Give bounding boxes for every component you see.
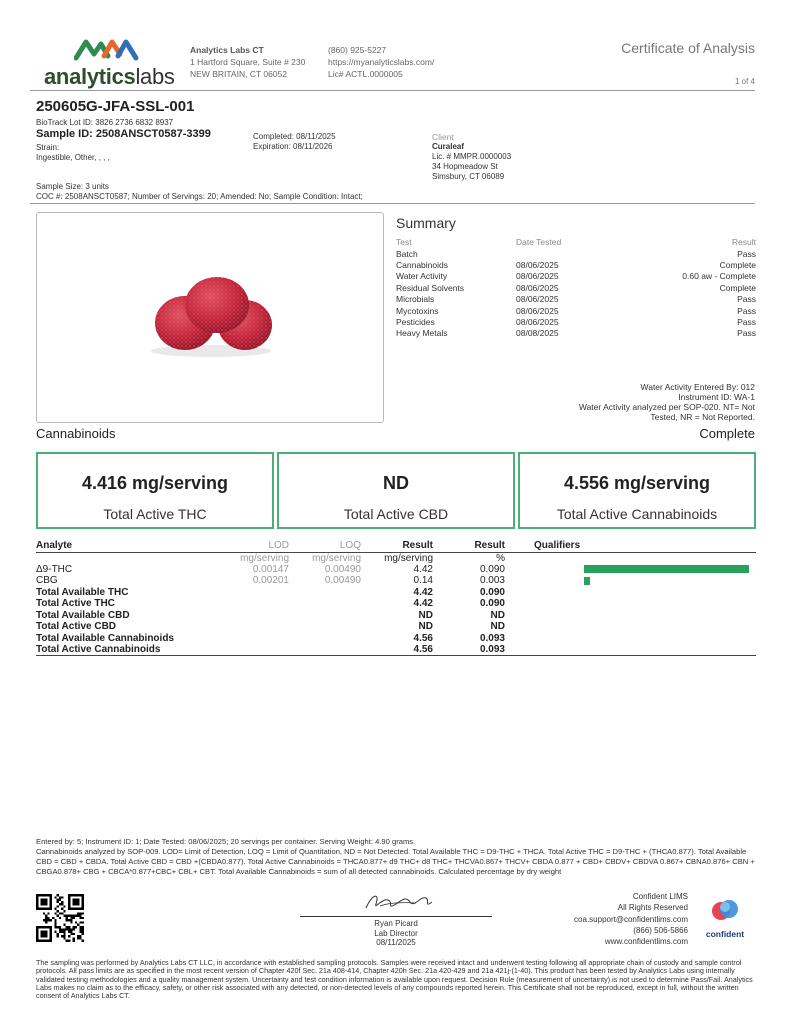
completed-date: Completed: 08/11/2025 <box>253 132 336 141</box>
analyte-row <box>36 610 756 622</box>
qr-code-icon[interactable] <box>36 894 84 942</box>
logo-word-2: labs <box>135 64 175 89</box>
analyte-result: 4.42 <box>413 598 433 610</box>
client-block <box>432 132 511 182</box>
total-active-thc-card <box>36 452 274 529</box>
analyte-pct: 0.090 <box>479 563 505 575</box>
cannabinoids-title: Cannabinoids <box>36 426 116 441</box>
header-analyte: Analyte <box>36 539 221 552</box>
summary-date: 08/06/2025 <box>516 305 559 316</box>
lab-address <box>190 44 305 80</box>
header-lod: LOD <box>221 539 289 552</box>
analyte-pct: ND <box>490 621 505 633</box>
summary-header-result: Result <box>731 236 756 247</box>
analyte-spacer <box>505 610 534 622</box>
analyte-pct: 0.093 <box>479 632 505 644</box>
analyte-result: 4.56 <box>413 632 433 644</box>
lims-info <box>560 891 688 947</box>
lims-website-link[interactable]: www.confidentlims.com <box>604 937 688 947</box>
lab-license: Lic# ACTL.0000005 <box>328 69 403 79</box>
confident-logo-icon <box>710 898 740 922</box>
summary-row <box>396 259 756 270</box>
card-label: Total Active THC <box>103 506 207 522</box>
analyte-row <box>36 644 756 656</box>
analyte-loq: 0.00490 <box>324 575 361 587</box>
analyte-spacer <box>505 633 534 645</box>
analyte-name: Total Active THC <box>36 598 115 610</box>
analyte-result: ND <box>418 621 433 633</box>
sample-type: Ingestible, Other, , , , <box>36 153 110 162</box>
summary-result: Pass <box>737 248 756 259</box>
summary-result: Pass <box>737 317 756 328</box>
analyte-spacer <box>505 564 534 576</box>
analyte-row <box>36 633 756 645</box>
summary-result: Pass <box>737 294 756 305</box>
disclaimer: The sampling was performed by Analytics Labs CT LLC, in accordance with established sampling protocols. Samples were received intact and underwent testing following all appropriate chain of custody and sample control protocols. All pass limits are as specified in the most recent version of Chapter 420f Sec. 21a 408-414, Chapter 420h Sec. 21a 420-429 and 21a 421j-(1-40). This product has been tested by Analytics Labs using internally validated testing methodologies and a quality management system. Uncertainty and test condition information is available upon request. Decision Rule (measurement of uncertainty) is not used to determine Pass/Fail. Analytics Labs makes no claim as to the efficacy, safety, or other risk associated with any detected, or non-detected levels of any compounds reported herein. This Certificate shall not be reproduced, except in full, without the written consent of Analytics Labs CT. <box>36 958 753 1001</box>
header-loq: LOQ <box>289 539 361 552</box>
card-value: 4.556 mg/serving <box>563 473 711 493</box>
header-divider <box>30 90 755 91</box>
client-city: Simsbury, CT 06089 <box>432 172 505 181</box>
strain-label: Strain: <box>36 143 60 152</box>
analyte-lod: 0.00147 <box>252 563 289 575</box>
units-pct: % <box>496 552 505 564</box>
summary-test: Cannabinoids <box>396 260 448 271</box>
analyte-name: Total Active CBD <box>36 621 117 633</box>
qualifier-bar <box>584 577 590 585</box>
summary-row <box>396 316 756 327</box>
summary-row <box>396 248 756 259</box>
page-number: 1 of 4 <box>734 77 755 86</box>
lab-address-line2: NEW BRITAIN, CT 06052 <box>190 69 287 79</box>
summary-row <box>396 294 756 305</box>
analyte-row <box>36 598 756 610</box>
analyte-loq <box>289 587 361 599</box>
lab-website-link[interactable]: https://myanalyticslabs.com/ <box>328 57 435 67</box>
analyte-row <box>36 621 756 633</box>
analyte-qualifier <box>534 610 756 622</box>
analyte-pct: 0.090 <box>479 598 505 610</box>
summary-date: 08/06/2025 <box>516 294 559 305</box>
analyte-pct: 0.093 <box>433 644 505 656</box>
header-spacer <box>505 539 534 552</box>
summary-row <box>396 271 756 282</box>
summary-date: 08/08/2025 <box>516 328 559 339</box>
lims-rights: All Rights Reserved <box>617 903 688 913</box>
signature-icon <box>336 890 456 914</box>
lims-name: Confident LIMS <box>632 892 688 901</box>
analyte-lod <box>221 621 289 633</box>
dates-block <box>253 132 336 152</box>
analyte-loq <box>289 633 361 645</box>
analyte-qualifier <box>534 621 756 633</box>
analyte-lod <box>221 598 289 610</box>
summary-test: Residual Solvents <box>396 282 465 293</box>
summary-result: 0.60 aw - Complete <box>682 271 756 282</box>
batch-id: 250605G-JFA-SSL-001 <box>36 98 195 115</box>
summary-test: Microbials <box>396 294 435 305</box>
lab-contact <box>328 44 434 80</box>
analyte-spacer <box>505 575 534 587</box>
analyte-name: Total Active Cannabinoids <box>36 644 221 656</box>
units-analyte <box>36 552 221 564</box>
summary-test: Batch <box>396 248 418 259</box>
notes-line1: Entered by: 5; Instrument ID: 1; Date Tested: 08/06/2025; 20 servings per container. Serving Weight: 4.90 grams. <box>36 837 416 846</box>
summary-title: Summary <box>396 215 456 231</box>
analyte-qualifier <box>534 644 756 656</box>
analyte-name: Total Available THC <box>36 586 129 598</box>
gummy-image <box>37 213 384 423</box>
company-logo <box>36 36 186 92</box>
analyte-loq: 0.00490 <box>324 563 361 575</box>
summary-test: Water Activity <box>396 271 448 282</box>
card-value: ND <box>383 473 409 493</box>
summary-result: Pass <box>737 305 756 316</box>
analyte-pct: 0.090 <box>479 586 505 598</box>
coc-info: COC #: 2508ANSCT0587; Number of Servings: 20; Amended: No; Sample Condition: Intact; <box>36 192 363 201</box>
cannabinoid-results-table <box>36 539 756 656</box>
analyte-qualifier <box>534 598 756 610</box>
analyte-qualifier <box>534 633 756 645</box>
analyte-result: 4.42 <box>413 563 433 575</box>
summary-result: Complete <box>719 282 756 293</box>
analyte-loq <box>289 621 361 633</box>
units-qualifiers <box>534 552 756 564</box>
summary-row <box>396 328 756 339</box>
summary-test: Pesticides <box>396 317 435 328</box>
signature-block <box>300 890 492 948</box>
wa-legend: Tested, NR = Not Reported. <box>650 412 755 422</box>
summary-result: Complete <box>719 260 756 271</box>
analyte-row <box>36 575 756 587</box>
analyte-loq <box>289 598 361 610</box>
lab-phone: (860) 925-5227 <box>328 45 387 55</box>
sample-id: Sample ID: 2508ANSCT0587-3399 <box>36 128 211 140</box>
analyte-result: 4.42 <box>413 586 433 598</box>
analyte-spacer <box>505 598 534 610</box>
signature-line <box>300 916 492 917</box>
analyte-lod <box>221 644 289 656</box>
total-active-cannabinoids-card <box>518 452 756 529</box>
lims-phone: (866) 506-5866 <box>633 925 688 935</box>
analyte-result: ND <box>418 609 433 621</box>
analyte-row <box>36 564 756 576</box>
logo-mark-icon <box>74 36 140 62</box>
summary-header-test: Test <box>396 236 412 247</box>
summary-date <box>516 248 626 259</box>
analyte-result: 4.56 <box>361 644 433 656</box>
logo-word-1: analytics <box>44 64 136 89</box>
summary-date: 08/06/2025 <box>516 260 559 271</box>
units-lod: mg/serving <box>240 552 289 564</box>
sample-size: Sample Size: 3 units <box>36 182 109 191</box>
summary-table <box>396 235 756 339</box>
summary-date: 08/06/2025 <box>516 317 559 328</box>
summary-test: Heavy Metals <box>396 328 448 339</box>
confident-wordmark: confident <box>705 929 745 939</box>
analyte-spacer <box>505 644 534 656</box>
client-label: Client <box>432 132 454 142</box>
wa-instrument: Instrument ID: WA-1 <box>678 392 755 402</box>
signer-name: Ryan Picard <box>374 919 418 928</box>
confident-logo <box>700 898 750 938</box>
document-title: Certificate of Analysis <box>621 40 755 56</box>
lab-address-line1: 1 Hartford Square, Suite # 230 <box>190 57 306 67</box>
analyte-name: Total Available CBD <box>36 609 130 621</box>
lims-email-link[interactable]: coa.support@confidentlims.com <box>574 914 688 924</box>
analyte-result: 0.14 <box>413 575 433 587</box>
units-loq: mg/serving <box>312 552 361 564</box>
summary-result: Pass <box>737 328 756 339</box>
client-name: Curaleaf <box>432 142 465 151</box>
units-spacer <box>505 552 534 564</box>
card-label: Total Active Cannabinoids <box>556 506 718 522</box>
summary-row <box>396 282 756 293</box>
analyte-name: Total Available Cannabinoids <box>36 632 174 644</box>
total-active-cbd-card <box>277 452 515 529</box>
sample-size-block <box>36 182 363 202</box>
qualifier-bar <box>584 565 749 573</box>
analyte-lod <box>221 587 289 599</box>
wa-sop: Water Activity analyzed per SOP-020. NT= Not <box>578 402 755 412</box>
analyte-qualifier <box>534 587 756 599</box>
summary-date: 08/06/2025 <box>516 282 559 293</box>
analyte-qualifier <box>534 575 756 587</box>
logo-wordmark <box>44 64 175 90</box>
strain-info <box>36 143 110 163</box>
method-notes <box>36 837 756 877</box>
header-qualifiers: Qualifiers <box>534 539 756 552</box>
signer-info <box>300 919 492 948</box>
analyte-qualifier <box>534 564 756 576</box>
summary-header-date: Date Tested <box>516 236 562 247</box>
client-license: Lic. # MMPR.0000003 <box>432 152 512 161</box>
analyte-lod <box>221 610 289 622</box>
lab-name: Analytics Labs CT <box>190 45 264 55</box>
units-result: mg/serving <box>384 552 433 564</box>
summary-date: 08/06/2025 <box>516 271 559 282</box>
header-result: Result <box>361 539 433 552</box>
analyte-lod <box>221 633 289 645</box>
summary-row <box>396 305 756 316</box>
client-street: 34 Hopmeadow St <box>432 162 498 171</box>
card-label: Total Active CBD <box>343 506 449 522</box>
product-photo <box>36 212 384 423</box>
analyte-loq <box>289 644 361 656</box>
analyte-pct: ND <box>490 609 505 621</box>
analyte-name: Δ9-THC <box>36 563 73 575</box>
cannabinoids-status: Complete <box>699 426 755 441</box>
analyte-pct: 0.003 <box>479 575 505 587</box>
analyte-row <box>36 587 756 599</box>
analyte-spacer <box>505 587 534 599</box>
summary-test: Mycotoxins <box>396 305 439 316</box>
summary-header-row <box>396 235 756 248</box>
analyte-loq <box>289 610 361 622</box>
analyte-lod: 0.00201 <box>252 575 289 587</box>
water-activity-note <box>579 382 755 422</box>
notes-line2: Cannabinoids analyzed by SOP-009. LOD= Limit of Detection, LOQ = Limit of Quantitation, ND = Not Detected. Total Available THC = D9-THC + THCA. Total Active THC = D9-THC + (THCA0.877). Total Available CBD = CBD + CBDA. Total Active CBD = CBD +(CBDA0.877). Total Active Cannabinoids = THCA0.877+ d9 THC+ d8 THC+ THCVA0.867+ THCV+ CBDA 0.877 + CBD+ CBDV+ CBDVA 0.867+ CBNA0.876+ CBN + CBGA0.878+ CBG + CBCA*0.877+CBC+ CBL+ CBT. Total Available Cannabinoids = sum of all detected cannabinoids. Calculated percentage by dry weight <box>36 847 755 876</box>
signature-date: 08/11/2025 <box>376 938 416 947</box>
units-row <box>36 552 756 564</box>
section-divider <box>30 203 755 204</box>
analyte-header-row <box>36 539 756 552</box>
expiration-date: Expiration: 08/11/2026 <box>253 142 333 151</box>
biotrack-lot-id: BioTrack Lot ID: 3826 2736 6832 8937 <box>36 118 174 127</box>
wa-entered-by: Water Activity Entered By: 012 <box>640 382 755 392</box>
card-value: 4.416 mg/serving <box>81 473 229 493</box>
qr-code-graphic <box>36 894 84 942</box>
signer-title: Lab Director <box>374 928 418 938</box>
header-result-pct: Result <box>433 539 505 552</box>
analyte-spacer <box>505 621 534 633</box>
analyte-name: CBG <box>36 575 58 587</box>
